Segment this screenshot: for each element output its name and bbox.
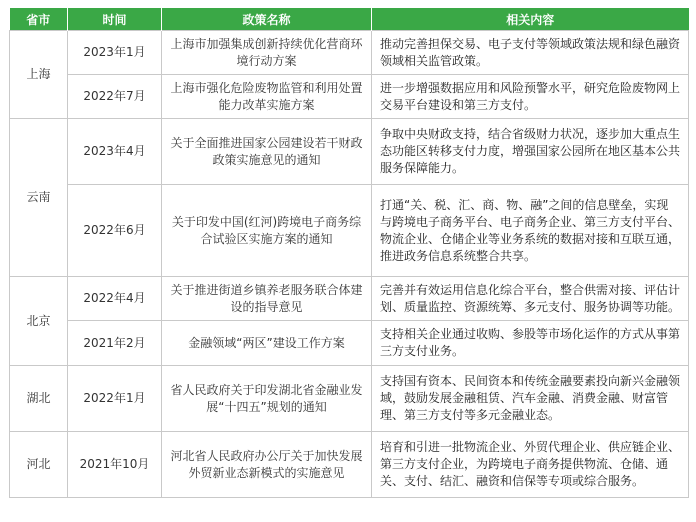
province-cell: 北京 xyxy=(10,277,68,366)
policy-cell: 河北省人民政府办公厅关于加快发展外贸新业态新模式的实施意见 xyxy=(162,432,372,498)
policy-table xyxy=(9,8,689,498)
date-cell: 2023年4月 xyxy=(68,119,162,185)
date-cell: 2023年1月 xyxy=(68,31,162,75)
table-row xyxy=(10,75,689,119)
content-cell: 完善并有效运用信息化综合平台，整合供需对接、评估计划、质量监控、资源统筹、多元支付、服务协调等功能。 xyxy=(372,277,689,321)
policy-cell: 关于印发中国(红河)跨境电子商务综合试验区实施方案的通知 xyxy=(162,185,372,277)
policy-cell: 金融领域“两区”建设工作方案 xyxy=(162,321,372,366)
policy-cell: 关于推进街道乡镇养老服务联合体建设的指导意见 xyxy=(162,277,372,321)
date-cell: 2022年6月 xyxy=(68,185,162,277)
header-date: 时间 xyxy=(68,8,162,31)
content-cell: 进一步增强数据应用和风险预警水平，研究危险废物网上交易平台建设和第三方支付。 xyxy=(372,75,689,119)
date-cell: 2021年10月 xyxy=(68,432,162,498)
date-cell: 2021年2月 xyxy=(68,321,162,366)
policy-cell: 上海市加强集成创新持续优化营商环境行动方案 xyxy=(162,31,372,75)
date-cell: 2022年1月 xyxy=(68,366,162,432)
province-cell: 上海 xyxy=(10,31,68,119)
content-cell: 打通“关、税、汇、商、物、融”之间的信息壁垒，实现与跨境电子商务平台、电子商务企业、第三方支付平台、物流企业、仓储企业等业务系统的数据对接和互联互通，推进政务信息系统整合共享。 xyxy=(372,185,689,277)
header-content: 相关内容 xyxy=(372,8,689,31)
table-row xyxy=(10,185,689,277)
policy-cell: 省人民政府关于印发湖北省金融业发展“十四五”规划的通知 xyxy=(162,366,372,432)
date-cell: 2022年4月 xyxy=(68,277,162,321)
content-cell: 培育和引进一批物流企业、外贸代理企业、供应链企业、第三方支付企业，为跨境电子商务提供物流、仓储、通关、支付、结汇、融资和信保等专项或综合服务。 xyxy=(372,432,689,498)
table-row xyxy=(10,277,689,321)
table-row xyxy=(10,366,689,432)
policy-table-container xyxy=(9,8,688,498)
header-province: 省市 xyxy=(10,8,68,31)
table-row xyxy=(10,432,689,498)
content-cell: 推动完善担保交易、电子支付等领域政策法规和绿色融资领域相关监管政策。 xyxy=(372,31,689,75)
province-cell: 云南 xyxy=(10,119,68,277)
table-row xyxy=(10,31,689,75)
table-row xyxy=(10,321,689,366)
table-row xyxy=(10,119,689,185)
content-cell: 支持国有资本、民间资本和传统金融要素投向新兴金融领域，鼓励发展金融租赁、汽车金融、消费金融、财富管理、第三方支付等多元金融业态。 xyxy=(372,366,689,432)
content-cell: 支持相关企业通过收购、参股等市场化运作的方式从事第三方支付业务。 xyxy=(372,321,689,366)
content-cell: 争取中央财政支持，结合省级财力状况，逐步加大重点生态功能区转移支付力度，增强国家公园所在地区基本公共服务保障能力。 xyxy=(372,119,689,185)
province-cell: 河北 xyxy=(10,432,68,498)
header-row xyxy=(10,8,689,31)
province-cell: 湖北 xyxy=(10,366,68,432)
date-cell: 2022年7月 xyxy=(68,75,162,119)
policy-cell: 关于全面推进国家公园建设若干财政政策实施意见的通知 xyxy=(162,119,372,185)
header-policy-name: 政策名称 xyxy=(162,8,372,31)
policy-cell: 上海市强化危险废物监管和利用处置能力改革实施方案 xyxy=(162,75,372,119)
